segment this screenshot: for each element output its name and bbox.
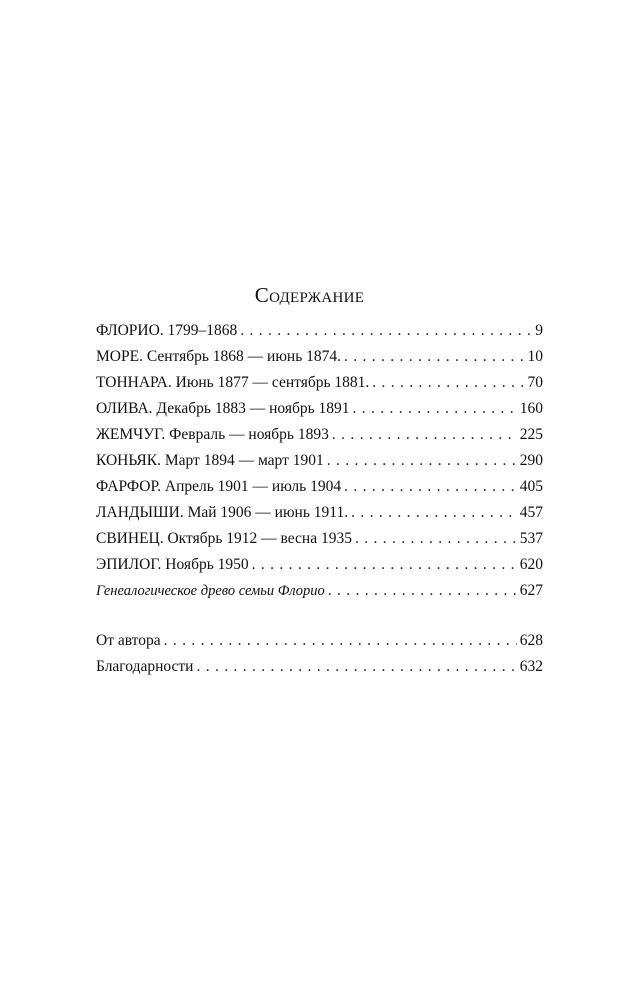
toc-entry-page: 9	[535, 322, 543, 339]
toc-entry-label: КОНЬЯК. Март 1894 — март 1901	[96, 452, 324, 469]
leader-dots	[240, 318, 532, 344]
toc-entry-page: 160	[519, 400, 543, 417]
leader-dots	[164, 628, 517, 654]
toc-entry-label: Генеалогическое древо семьи Флорио	[96, 583, 325, 599]
toc-entry-page: 457	[519, 504, 543, 521]
toc-entry-page: 620	[519, 556, 543, 573]
toc-entry	[96, 344, 543, 370]
toc-entry-label: От автора	[96, 632, 161, 649]
toc-entry-label: ТОННАРА. Июнь 1877 — сентябрь 1881.	[96, 374, 370, 391]
leader-dots	[196, 654, 516, 680]
leader-dots	[344, 344, 524, 370]
toc-entry	[96, 628, 543, 654]
toc-entry-label: ФАРФОР. Апрель 1901 — июль 1904	[96, 478, 342, 495]
toc-entry-page: 70	[527, 374, 543, 391]
toc-entry-page: 537	[519, 530, 543, 547]
toc-entry	[96, 318, 543, 344]
toc-entry-label: ФЛОРИО. 1799–1868	[96, 322, 238, 339]
leader-dots	[328, 578, 517, 604]
leader-dots	[353, 396, 517, 422]
toc-title: Содержание	[254, 283, 365, 307]
leader-dots	[344, 474, 517, 500]
toc-entry-label: Благодарности	[96, 658, 194, 675]
toc-entry-label: ЭПИЛОГ. Ноябрь 1950	[96, 556, 249, 573]
toc-entry-label: МОРЕ. Сентябрь 1868 — июнь 1874.	[96, 348, 342, 365]
toc-entry	[96, 448, 543, 474]
toc-entry-page: 290	[519, 452, 543, 469]
toc-entry-page: 10	[527, 348, 543, 365]
toc-entry-page: 627	[519, 582, 543, 599]
leader-dots	[332, 422, 517, 448]
toc-entry	[96, 370, 543, 396]
toc-entry-label: СВИНЕЦ. Октябрь 1912 — весна 1935	[96, 530, 352, 547]
section-gap	[96, 604, 543, 628]
leader-dots	[327, 448, 517, 474]
toc-entry-label: ОЛИВА. Декабрь 1883 — ноябрь 1891	[96, 400, 350, 417]
leader-dots	[252, 552, 517, 578]
leader-dots	[355, 526, 517, 552]
toc-entry	[96, 500, 543, 526]
toc-entry-label: ЖЕМЧУГ. Февраль — ноябрь 1893	[96, 426, 329, 443]
leader-dots	[351, 500, 517, 526]
toc-entry-page: 628	[519, 632, 543, 649]
toc-entry-page: 405	[519, 478, 543, 495]
table-of-contents	[96, 318, 543, 680]
toc-entry-page: 632	[519, 658, 543, 675]
toc-entry-label: ЛАНДЫШИ. Май 1906 — июнь 1911.	[96, 504, 349, 521]
toc-entry	[96, 474, 543, 500]
toc-entry	[96, 396, 543, 422]
toc-entry	[96, 526, 543, 552]
toc-entry	[96, 422, 543, 448]
leader-dots	[372, 370, 524, 396]
toc-entry-page: 225	[519, 426, 543, 443]
toc-entry	[96, 578, 543, 604]
toc-entry	[96, 552, 543, 578]
toc-entry	[96, 654, 543, 680]
